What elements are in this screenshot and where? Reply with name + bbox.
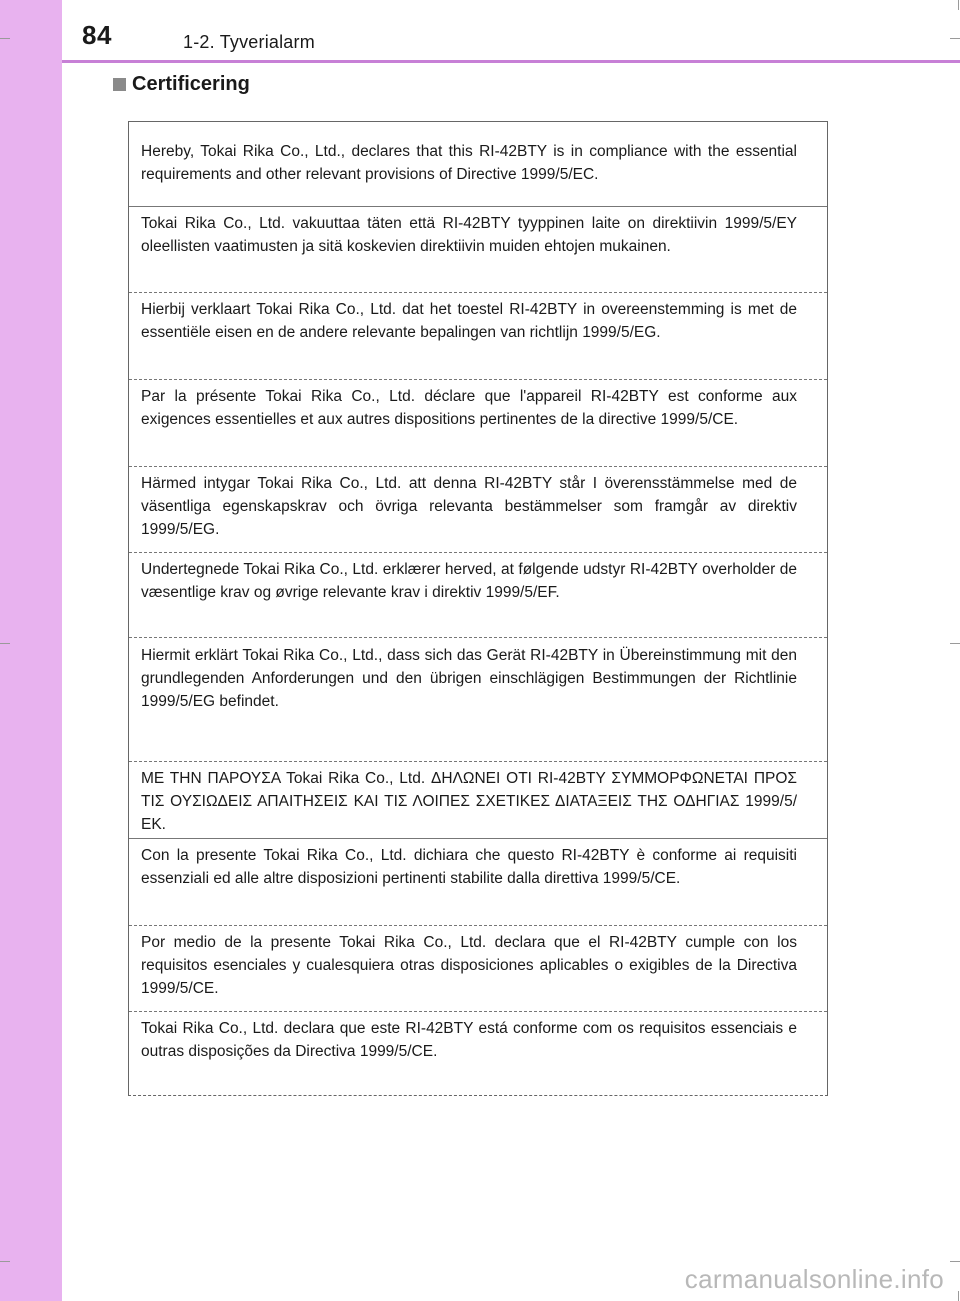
cert-statement-nl: Hierbij verklaart Tokai Rika Co., Ltd. dat het toestel RI-42BTY in overeenstemming is met de essentiële eisen en de andere relevante bepalingen van richtlijn 1999/5/EG.: [129, 292, 827, 379]
cert-statement-de: Hiermit erklärt Tokai Rika Co., Ltd., dass sich das Gerät RI-42BTY in Übereinstimmung mit den grundlegenden Anforderungen und den übrigen einschlägigen Bestimmungen der Richtlinie 1999/5/EG befindet.: [129, 637, 827, 761]
watermark: carmanualsonline.info: [684, 1264, 944, 1294]
chapter-title: 1-2. Tyverialarm: [183, 32, 315, 52]
cert-statement-pt: Tokai Rika Co., Ltd. declara que este RI-42BTY está conforme com os requisitos essenciais e outras disposições da Directiva 1999/5/CE.: [129, 1011, 827, 1097]
crop-mark: [0, 38, 10, 39]
heading-square-icon: [113, 78, 126, 91]
section-heading: [113, 73, 250, 96]
page-number: 84: [82, 20, 112, 50]
cert-statement-el: ΜΕ ΤΗΝ ΠΑΡΟΥΣΑ Tokai Rika Co., Ltd. ΔΗΛΩΝΕΙ ΟΤΙ RI-42BTY ΣΥΜΜΟΡΦΩΝΕΤΑΙ ΠΡΟΣ ΤΙΣ ΟΥΣΙΩΔΕΙΣ ΑΠΑΙΤΗΣΕΙΣ ΚΑΙ ΤΙΣ ΛΟΙΠΕΣ ΣΧΕΤΙΚΕΣ ΔΙΑΤΑΞΕΙΣ ΤΗΣ ΟΔΗΓΙΑΣ 1999/5/ΕΚ.: [129, 761, 827, 838]
cert-statement-da: Undertegnede Tokai Rika Co., Ltd. erklærer herved, at følgende udstyr RI-42BTY overholder de væsentlige krav og øvrige relevante krav i direktiv 1999/5/EF.: [129, 552, 827, 637]
crop-mark: [0, 643, 10, 644]
crop-mark: [958, 0, 959, 10]
header-rule: [62, 60, 960, 63]
certification-box: [128, 121, 828, 1096]
cert-statement-it: Con la presente Tokai Rika Co., Ltd. dichiara che questo RI-42BTY è conforme ai requisiti essenziali ed alle altre disposizioni pertinenti stabilite dalla direttiva 1999/5/CE.: [129, 838, 827, 925]
cert-statement-fi: Tokai Rika Co., Ltd. vakuuttaa täten että RI-42BTY tyyppinen laite on direktiivin 1999/5/EY oleellisten vaatimusten ja sitä koskevien direktiivin muiden ehtojen mukainen.: [129, 206, 827, 292]
section-title: Certificering: [132, 73, 250, 95]
crop-mark: [950, 1261, 960, 1262]
crop-mark: [950, 38, 960, 39]
cert-statement-es: Por medio de la presente Tokai Rika Co., Ltd. declara que el RI-42BTY cumple con los requisitos esenciales y cualesquiera otras disposiciones aplicables o exigibles de la Directiva 1999/5/CE.: [129, 925, 827, 1011]
side-color-band: [0, 0, 62, 1301]
crop-mark: [950, 643, 960, 644]
crop-mark: [0, 1261, 10, 1262]
crop-mark: [958, 1291, 959, 1301]
cert-statement-fr: Par la présente Tokai Rika Co., Ltd. déclare que l'appareil RI-42BTY est conforme aux exigences essentielles et aux autres dispositions pertinentes de la directive 1999/5/CE.: [129, 379, 827, 466]
cert-statement-en: Hereby, Tokai Rika Co., Ltd., declares that this RI-42BTY is in compliance with the essential requirements and other relevant provisions of Directive 1999/5/EC.: [141, 143, 797, 183]
cert-statement-sv: Härmed intygar Tokai Rika Co., Ltd. att denna RI-42BTY står I överensstämmelse med de väsentliga egenskapskrav och övriga relevanta bestämmelser som framgår av direktiv 1999/5/EG.: [129, 466, 827, 552]
